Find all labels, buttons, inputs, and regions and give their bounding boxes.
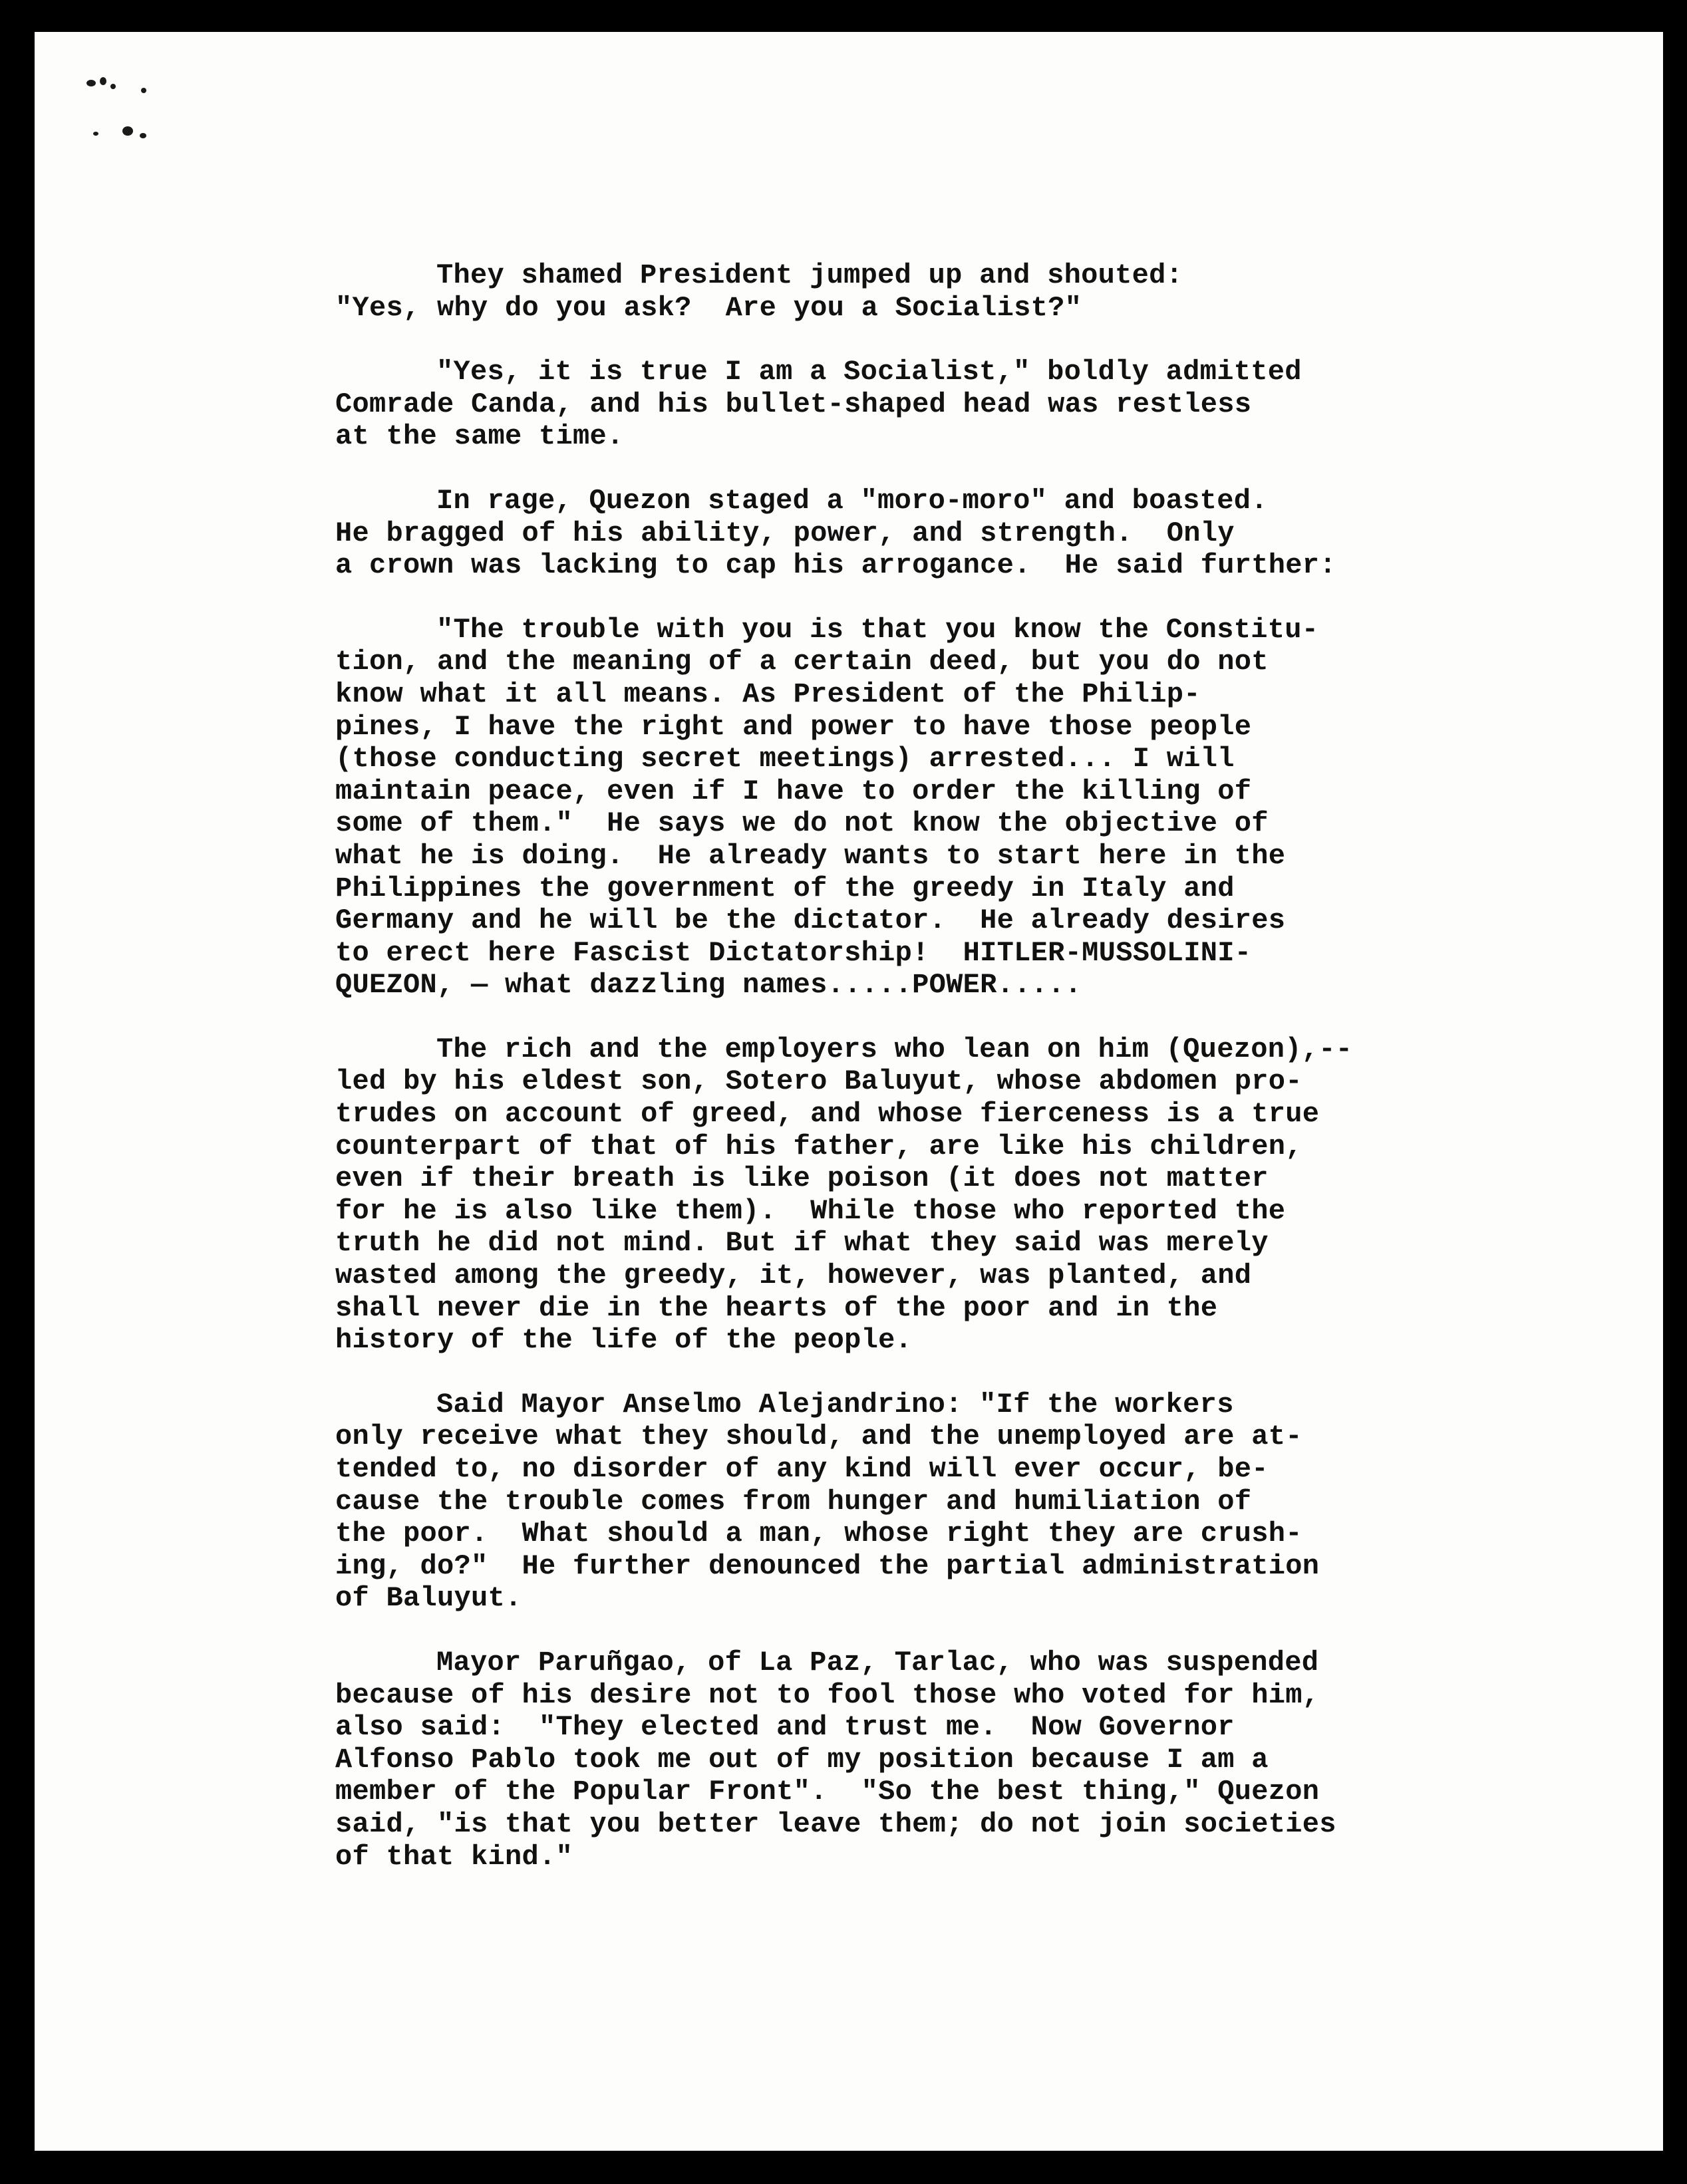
text-line: shall never die in the hearts of the poor and in the <box>335 1292 1218 1324</box>
paragraph <box>335 485 1586 582</box>
text-line: Philippines the government of the greedy in Italy and <box>335 872 1235 904</box>
text-line: truth he did not mind. But if what they said was merely <box>335 1227 1269 1260</box>
scan-speck <box>122 126 133 136</box>
scan-speck <box>100 77 106 85</box>
text-line: Alfonso Pablo took me out of my position because I am a <box>335 1743 1269 1776</box>
text-line: only receive what they should, and the unemployed are at- <box>335 1421 1303 1453</box>
text-line: to erect here Fascist Dictatorship! HITLER-MUSSOLINI- <box>335 936 1252 969</box>
scan-speck <box>86 80 96 86</box>
document-page <box>35 32 1663 2151</box>
text-line: led by his eldest son, Sotero Baluyut, whose abdomen pro- <box>335 1065 1303 1098</box>
paragraph <box>335 614 1586 1002</box>
scan-speck <box>141 88 146 93</box>
paragraph <box>335 1033 1586 1357</box>
text-line: because of his desire not to fool those who voted for him, <box>335 1679 1320 1711</box>
text-line: The rich and the employers who lean on him (Quezon),-- <box>436 1033 1353 1065</box>
text-line: member of the Popular Front". "So the best thing," Quezon <box>335 1776 1320 1808</box>
text-line: (those conducting secret meetings) arrested... I will <box>335 743 1235 775</box>
text-line: of that kind." <box>335 1840 573 1873</box>
text-line: a crown was lacking to cap his arrogance. He said further: <box>335 549 1336 582</box>
text-line: said, "is that you better leave them; do not join societies <box>335 1808 1336 1840</box>
text-line: Mayor Paruñgao, of La Paz, Tarlac, who was suspended <box>436 1646 1319 1679</box>
text-line: trudes on account of greed, and whose fierceness is a true <box>335 1098 1320 1131</box>
text-line: even if their breath is like poison (it does not matter <box>335 1162 1269 1195</box>
paragraph <box>335 259 1586 324</box>
text-line: history of the life of the people. <box>335 1324 913 1357</box>
text-line: He bragged of his ability, power, and strength. Only <box>335 517 1235 549</box>
text-line: what he is doing. He already wants to start here in the <box>335 839 1286 872</box>
text-line: Said Mayor Anselmo Alejandrino: "If the workers <box>436 1388 1234 1421</box>
text-line: "Yes, why do you ask? Are you a Socialist?" <box>335 291 1082 324</box>
text-line: for he is also like them). While those who reported the <box>335 1194 1286 1227</box>
text-line: cause the trouble comes from hunger and humiliation of <box>335 1485 1252 1518</box>
scan-speck <box>140 133 146 138</box>
text-line: pines, I have the right and power to have those people <box>335 710 1252 743</box>
text-line: tended to, no disorder of any kind will ever occur, be- <box>335 1453 1269 1485</box>
text-line: know what it all means. As President of the Philip- <box>335 678 1201 710</box>
text-line: at the same time. <box>335 420 624 453</box>
document-body <box>335 259 1586 1905</box>
text-line: wasted among the greedy, it, however, was planted, and <box>335 1260 1252 1292</box>
text-line: counterpart of that of his father, are like his children, <box>335 1130 1303 1162</box>
scan-speck <box>93 132 98 136</box>
text-line: the poor. What should a man, whose right they are crush- <box>335 1518 1303 1550</box>
text-line: some of them." He says we do not know the objective of <box>335 807 1269 840</box>
text-line: tion, and the meaning of a certain deed, but you do not <box>335 646 1269 678</box>
text-line: of Baluyut. <box>335 1582 522 1615</box>
text-line: also said: "They elected and trust me. Now Governor <box>335 1711 1235 1744</box>
text-line: maintain peace, even if I have to order the killing of <box>335 775 1252 807</box>
text-line: "Yes, it is true I am a Socialist," boldly admitted <box>436 356 1302 388</box>
text-line: ing, do?" He further denounced the partial administration <box>335 1550 1320 1582</box>
paragraph <box>335 1389 1586 1615</box>
text-line: Comrade Canda, and his bullet-shaped head was restless <box>335 388 1252 420</box>
text-line: They shamed President jumped up and shouted: <box>436 259 1183 291</box>
text-line: In rage, Quezon staged a "moro-moro" and boasted. <box>436 484 1268 517</box>
text-line: Germany and he will be the dictator. He already desires <box>335 904 1286 937</box>
paragraph <box>335 1647 1586 1873</box>
text-line: "The trouble with you is that you know the Constitu- <box>436 613 1319 646</box>
scan-speck <box>110 84 116 89</box>
paragraph <box>335 356 1586 453</box>
text-line: QUEZON, — what dazzling names.....POWER..... <box>335 969 1082 1002</box>
